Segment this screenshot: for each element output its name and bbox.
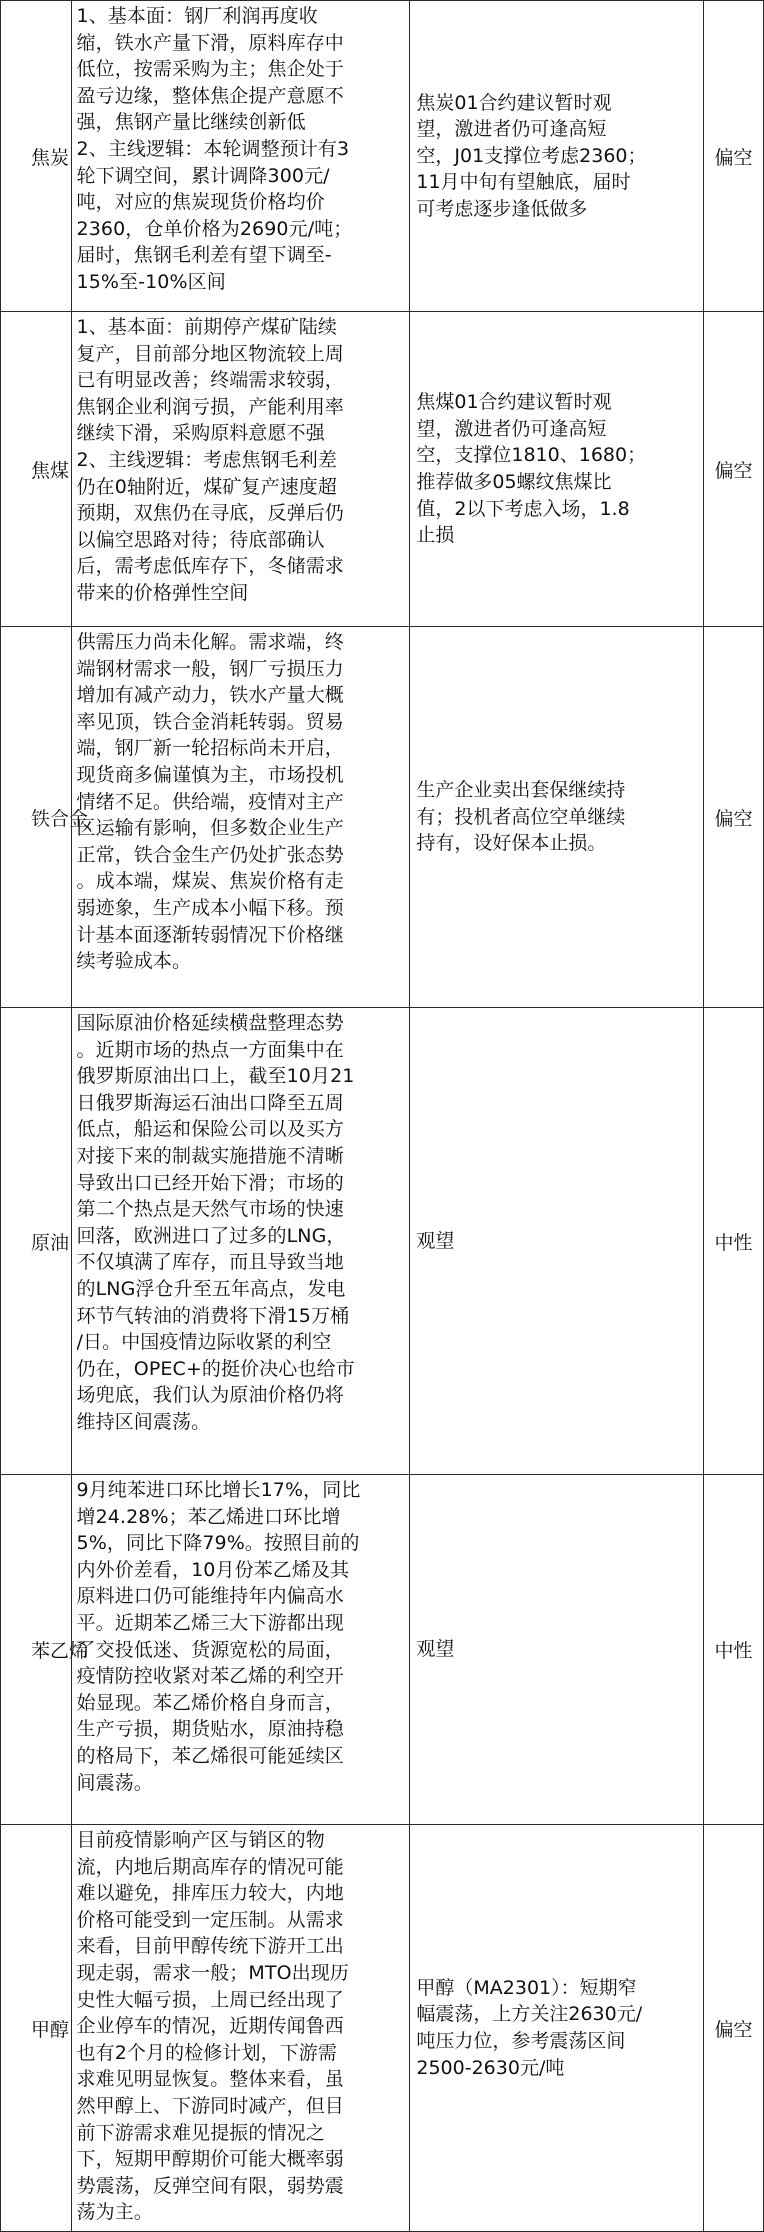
- analysis-line: 仍在，OPEC+的挺价决心也给市: [76, 1357, 355, 1380]
- analysis-line: 。近期市场的热点一方面集中在: [76, 1038, 344, 1061]
- table-row: [1, 1825, 764, 2232]
- analysis-line: 增加有减产动力，铁水产量大概: [76, 684, 344, 707]
- analysis-line: 场兜底，我们认为原油价格仍将: [76, 1384, 344, 1407]
- advice-line: 观望: [416, 1229, 455, 1252]
- advice-line: 吨压力位，参考震荡区间: [416, 2030, 626, 2052]
- analysis-line: 以偏空思路对待；待底部确认: [76, 528, 325, 551]
- analysis-line: 第二个热点是天然气市场的快速: [76, 1198, 344, 1221]
- table-row: [1, 312, 764, 627]
- advice-line: 望，激进者仍可逢高短: [416, 118, 607, 141]
- analysis-line: 然甲醇上、下游同时减产，但目: [76, 2094, 344, 2117]
- analysis-line: 史性大幅亏损，上周已经出现了: [76, 1988, 344, 2011]
- analysis-line: 下，短期甲醇期价可能大概率弱: [76, 2148, 344, 2171]
- advice-line: 焦煤01合约建议暂时观: [416, 391, 612, 414]
- advice-line: 空，J01支撑位考虑2360；: [416, 144, 647, 167]
- commodity-name: 原油: [1, 1008, 72, 1475]
- analysis-line: 生产亏损，期货贴水，原油持稳: [76, 1718, 344, 1741]
- analysis-cell: [71, 1008, 410, 1475]
- analysis-line: 1、基本面：钢厂利润再度收: [76, 5, 318, 27]
- analysis-line: 俄罗斯原油出口上，截至10月21: [76, 1065, 355, 1088]
- advice-line: 持有，设好保本止损。: [416, 832, 607, 855]
- analysis-line: 届时，焦钢毛利差有望下调至-: [76, 244, 332, 267]
- advice-cell: [410, 1, 704, 312]
- commodity-name: 甲醇: [1, 1825, 72, 2232]
- advice-cell: [410, 1475, 704, 1825]
- analysis-line: 计基本面逐渐转弱情况下价格继: [76, 923, 344, 946]
- analysis-line: 已有明显改善；终端需求较弱，: [76, 369, 344, 392]
- analysis-line: 吨，对应的焦炭现货价格均价: [76, 191, 325, 214]
- stance-cell: 偏空: [703, 1825, 763, 2232]
- analysis-line: 正常，铁合金生产仍处扩张态势: [76, 843, 344, 866]
- analysis-line: 求难见明显恢复。整体来看，虽: [76, 2068, 344, 2091]
- analysis-line: 也有2个月的检修计划，下游需: [76, 2041, 337, 2064]
- analysis-line: 前下游需求难见提振的情况之: [76, 2121, 325, 2144]
- stance-cell: 中性: [703, 1008, 763, 1475]
- analysis-line: 仍在0轴附近，煤矿复产速度超: [76, 475, 337, 498]
- advice-line: 有；投机者高位空单继续: [416, 805, 626, 828]
- analysis-line: 2、主线逻辑：本轮调整预计有3: [76, 137, 350, 160]
- analysis-line: 区运输有影响，但多数企业生产: [76, 817, 344, 840]
- analysis-line: 导致出口已经开始下滑；市场的: [76, 1171, 344, 1194]
- analysis-line: 1、基本面：前期停产煤矿陆续: [76, 316, 337, 338]
- advice-line: 空，支撑位1810、1680；: [416, 444, 647, 467]
- analysis-line: 企业停车的情况，近期传闻鲁西: [76, 2015, 344, 2038]
- analysis-cell: [71, 1475, 410, 1825]
- analysis-line: 荡为主。: [76, 2201, 153, 2224]
- analysis-cell: [71, 312, 410, 627]
- analysis-line: 续考验成本。: [76, 950, 192, 973]
- analysis-line: 日俄罗斯海运石油出口降至五周: [76, 1091, 344, 1114]
- advice-line: 望，激进者仍可逢高短: [416, 417, 607, 440]
- analysis-line: 缩，铁水产量下滑，原料库存中: [76, 31, 344, 54]
- analysis-line: 率见顶，铁合金消耗转弱。贸易: [76, 710, 344, 733]
- analysis-line: 势震荡，反弹空间有限，弱势震: [76, 2174, 344, 2197]
- advice-line: 值，2以下考虑入场，1.8: [416, 497, 630, 520]
- stance-cell: 中性: [703, 1475, 763, 1825]
- advice-line: 焦炭01合约建议暂时观: [416, 91, 612, 114]
- stance-cell: 偏空: [703, 312, 763, 627]
- analysis-line: 端，钢厂新一轮招标尚未开启，: [76, 737, 344, 760]
- analysis-line: 供需压力尚未化解。需求端，终: [76, 631, 344, 653]
- commodity-name: 焦炭: [1, 1, 72, 312]
- advice-line: 甲醇（MA2301）：短期窄: [416, 1976, 637, 1999]
- analysis-line: 盈亏边缘，整体焦企提产意愿不: [76, 84, 344, 107]
- analysis-line: 后，需考虑低库存下，冬储需求: [76, 555, 344, 578]
- analysis-line: 焦钢企业利润亏损，产能利用率: [76, 395, 344, 418]
- analysis-line: 9月纯苯进口环比增长17%，同比: [76, 1479, 361, 1501]
- analysis-line: 疫情防控收紧对苯乙烯的利空开: [76, 1665, 344, 1688]
- analysis-line: 难以避免，排库压力较大，内地: [76, 1882, 344, 1905]
- commodity-name: 焦煤: [1, 312, 72, 627]
- advice-line: 推荐做多05螺纹焦煤比: [416, 471, 612, 493]
- analysis-line: 2、主线逻辑：考虑焦钢毛利差: [76, 448, 337, 471]
- stance-cell: 偏空: [703, 627, 763, 1008]
- advice-cell: [410, 627, 704, 1008]
- analysis-line: 国际原油价格延续横盘整理态势: [76, 1012, 344, 1034]
- analysis-line: 来看，目前甲醇传统下游开工出: [76, 1935, 344, 1958]
- analysis-line: 5%，同比下降79%。按照目前的: [76, 1532, 360, 1555]
- analysis-line: 现走弱，需求一般；MTO出现历: [76, 1961, 349, 1984]
- analysis-line: 复产，目前部分地区物流较上周: [76, 342, 344, 365]
- analysis-line: 目前疫情影响产区与销区的物: [76, 1829, 325, 1851]
- commodity-name: 铁合金: [1, 627, 72, 1008]
- analysis-line: 不仅填满了库存，而且导致当地: [76, 1251, 344, 1274]
- analysis-line: 预期，双焦仍在寻底，反弹后仍: [76, 502, 344, 525]
- table-row: [1, 1475, 764, 1825]
- analysis-line: 带来的价格弹性空间: [76, 581, 249, 604]
- advice-line: 11月中旬有望触底，届时: [416, 171, 631, 194]
- advice-cell: [410, 1825, 704, 2232]
- analysis-line: 原料进口仍可能维持年内偏高水: [76, 1585, 344, 1608]
- analysis-line: 流，内地后期高库存的情况可能: [76, 1855, 344, 1878]
- analysis-line: 强，焦钢产量比继续创新低: [76, 111, 306, 134]
- analysis-line: 情绪不足。供给端，疫情对主产: [76, 790, 344, 813]
- analysis-line: 继续下滑，采购原料意愿不强: [76, 422, 325, 445]
- table-row: [1, 1, 764, 312]
- analysis-line: 低位，按需采购为主；焦企处于: [76, 58, 344, 81]
- analysis-line: 增24.28%；苯乙烯进口环比增: [76, 1505, 341, 1528]
- analysis-line: 始显现。苯乙烯价格自身而言，: [76, 1691, 344, 1714]
- analysis-line: 15%至-10%区间: [76, 270, 226, 293]
- analysis-line: /日。中国疫情边际收紧的利空: [76, 1331, 332, 1354]
- analysis-line: 环节气转油的消费将下滑15万桶: [76, 1304, 350, 1327]
- analysis-line: 弱迹象，生产成本小幅下移。预: [76, 896, 344, 919]
- advice-line: 幅震荡，上方关注2630元/: [416, 2003, 643, 2026]
- advice-line: 观望: [416, 1638, 455, 1661]
- table-body: [1, 1, 764, 2232]
- analysis-cell: [71, 1, 410, 312]
- analysis-line: 内外价差看，10月份苯乙烯及其: [76, 1558, 350, 1581]
- analysis-line: 端钢材需求一般，钢厂亏损压力: [76, 657, 344, 680]
- analysis-line: 的LNG浮仓升至五年高点，发电: [76, 1277, 346, 1300]
- analysis-line: 维持区间震荡。: [76, 1410, 211, 1433]
- advice-cell: [410, 312, 704, 627]
- stance-cell: 偏空: [703, 1, 763, 312]
- analysis-line: 价格可能受到一定压制。从需求: [76, 1908, 344, 1931]
- advice-line: 止损: [416, 524, 455, 547]
- advice-line: 生产企业卖出套保继续持: [416, 779, 626, 802]
- analysis-line: 2360，仓单价格为2690元/吨；: [76, 217, 353, 240]
- commodity-name: 苯乙烯: [1, 1475, 72, 1825]
- advice-line: 可考虑逐步逢低做多: [416, 197, 588, 220]
- analysis-line: 轮下调空间，累计调降300元/: [76, 164, 330, 187]
- analysis-line: 对接下来的制裁实施措施不清晰: [76, 1144, 344, 1167]
- table-row: [1, 627, 764, 1008]
- analysis-line: 。成本端，煤炭、焦炭价格有走: [76, 870, 344, 893]
- analysis-cell: [71, 627, 410, 1008]
- advice-cell: [410, 1008, 704, 1475]
- analysis-line: 的格局下，苯乙烯很可能延续区: [76, 1744, 344, 1767]
- table-row: [1, 1008, 764, 1475]
- advice-line: 2500-2630元/吨: [416, 2056, 565, 2079]
- analysis-line: 了交投低迷、货源宽松的局面，: [76, 1638, 344, 1661]
- analysis-line: 平。近期苯乙烯三大下游都出现: [76, 1611, 344, 1634]
- analysis-line: 间震荡。: [76, 1771, 153, 1794]
- analysis-line: 回落，欧洲进口了过多的LNG，: [76, 1224, 346, 1247]
- analysis-line: 低点，船运和保险公司以及买方: [76, 1118, 344, 1141]
- analysis-line: 现货商多偏谨慎为主，市场投机: [76, 763, 344, 786]
- analysis-cell: [71, 1825, 410, 2232]
